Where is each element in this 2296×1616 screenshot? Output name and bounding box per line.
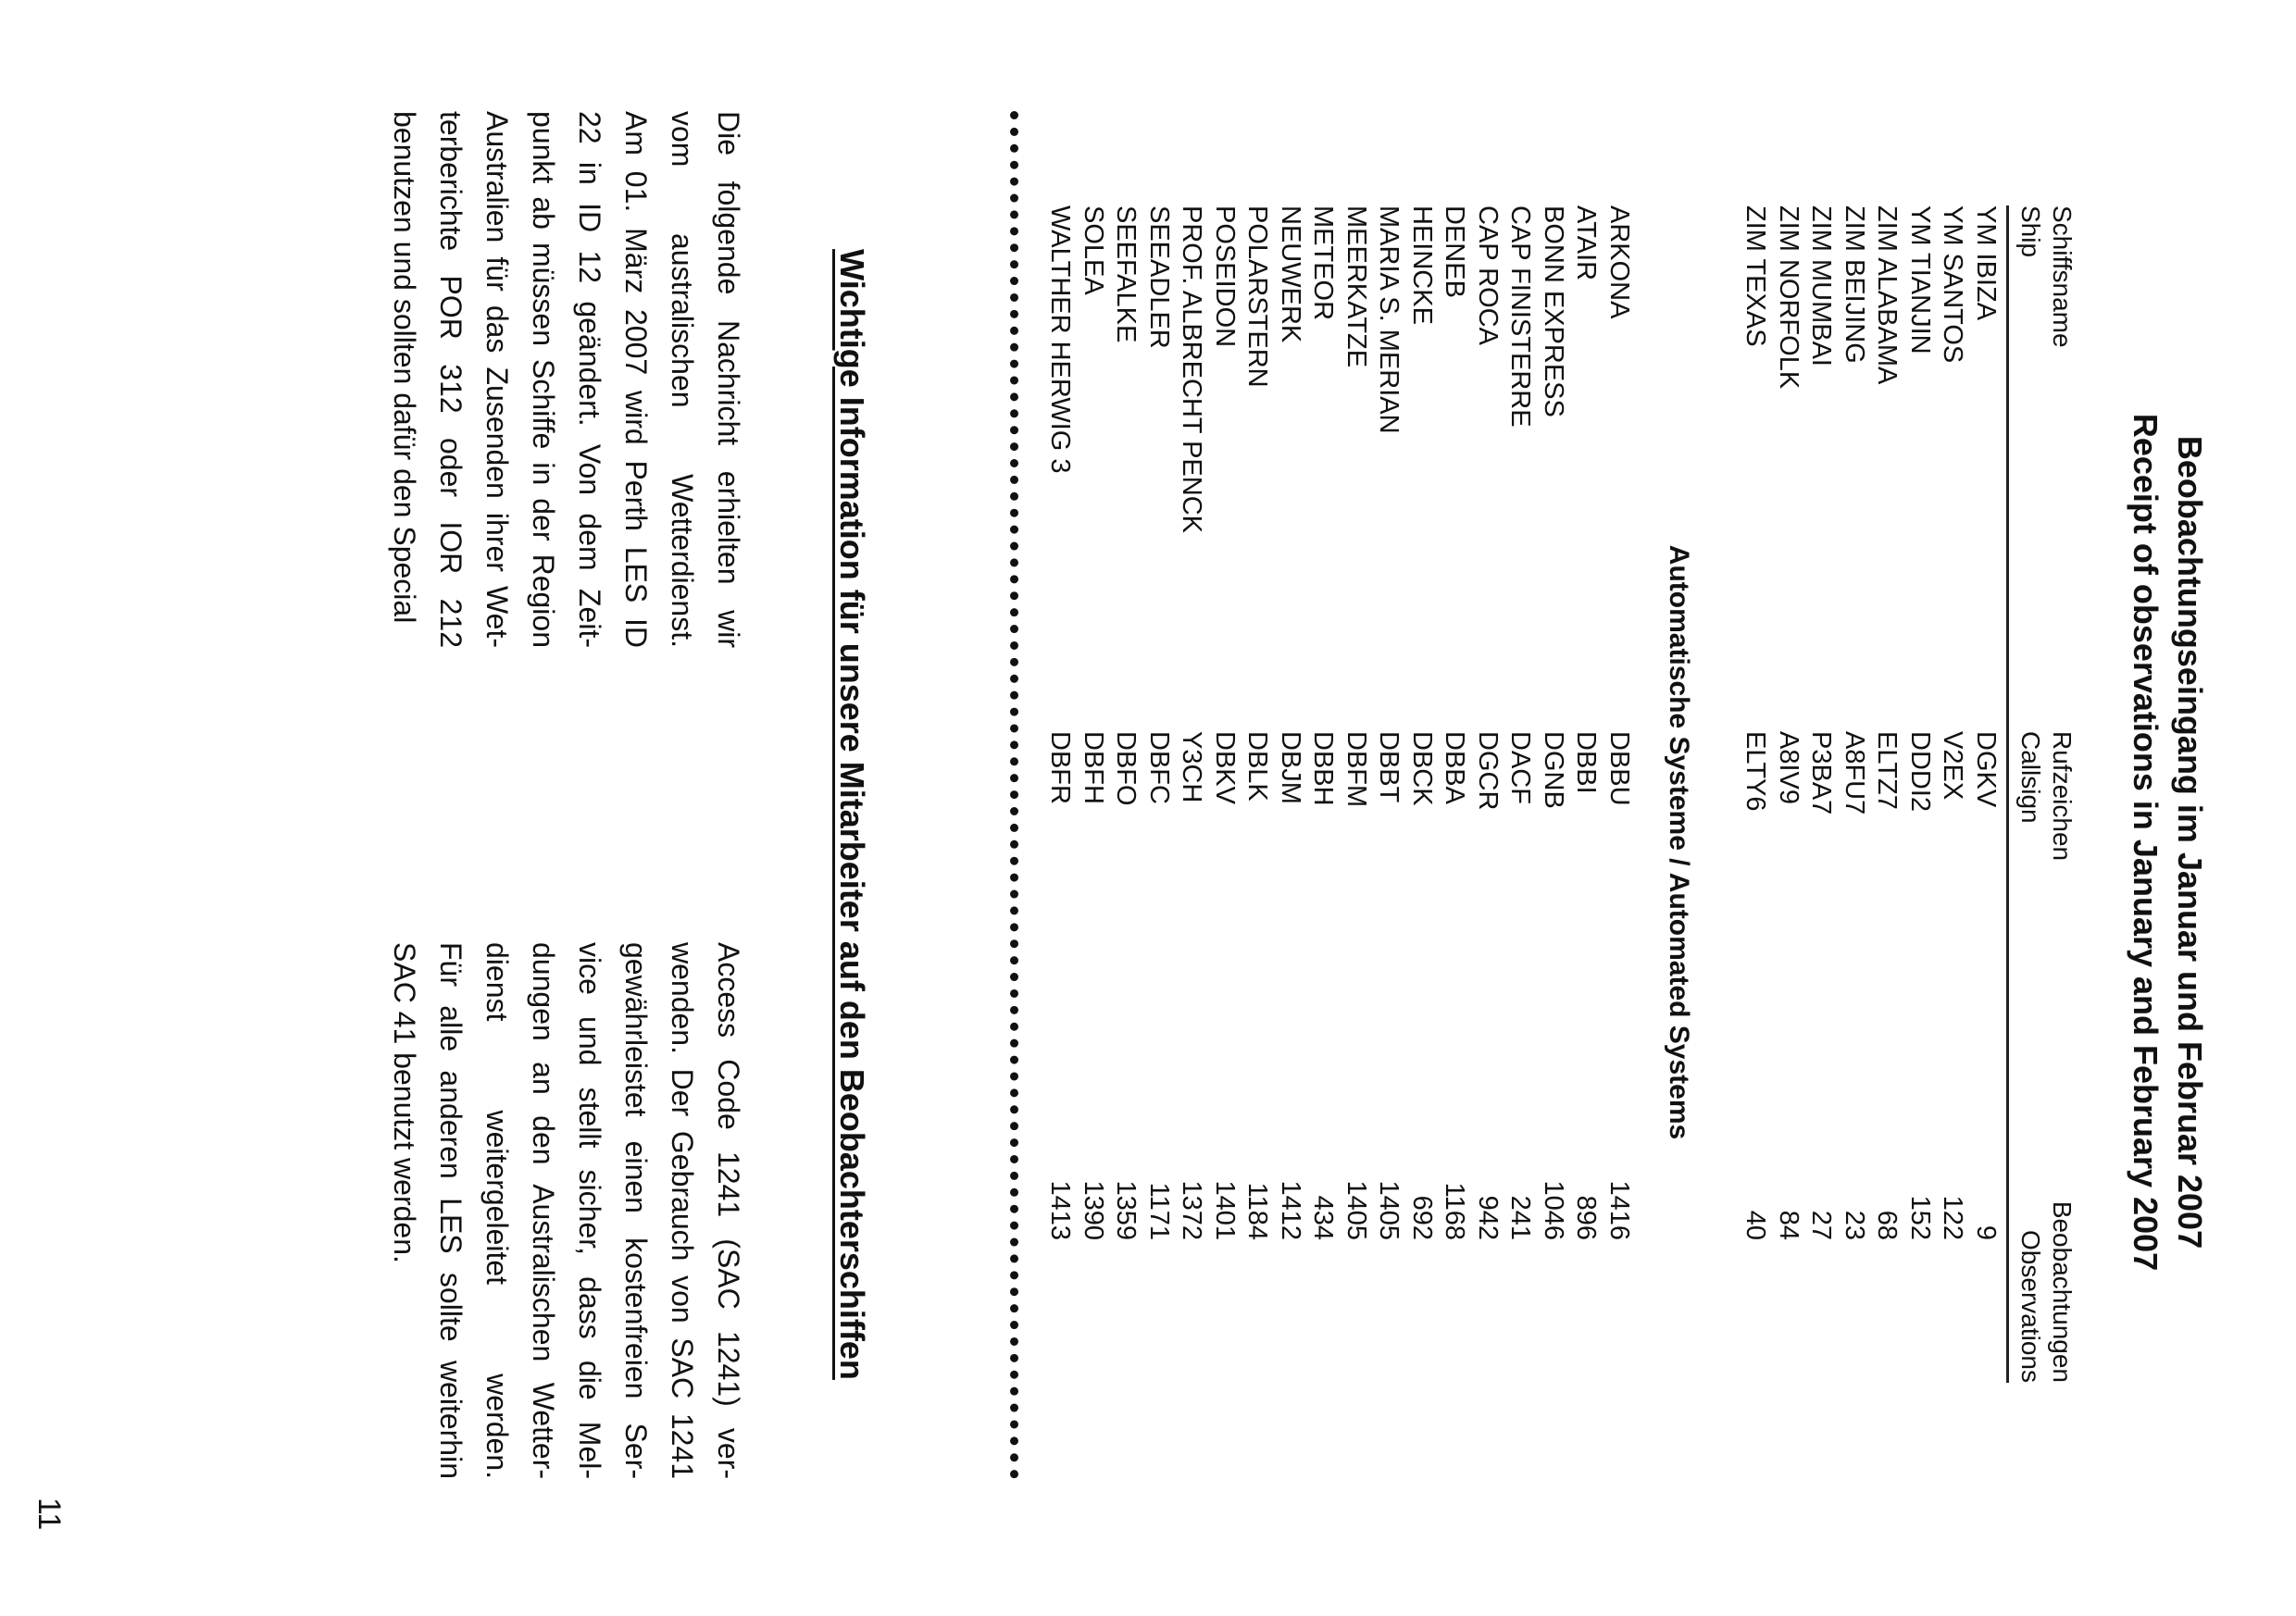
automated-callsign-list [1043,731,1635,810]
info-text-line: wenden. Der Gebrauch von SAC 1241 [666,942,699,1479]
automated-callsign-cell: DBBA [1440,731,1470,804]
info-text-left-column [381,111,752,648]
automated-obs-cell: 1401 [1210,1180,1240,1240]
automated-callsign-cell: DBFM [1341,731,1371,808]
automated-obs-cell: 1359 [1111,1180,1142,1240]
automated-obs-cell: 896 [1571,1195,1602,1240]
automated-name-cell: METEOR [1308,205,1339,321]
ship-obs-cell: 23 [1840,1210,1869,1240]
ship-callsign-cell: A8IV9 [1774,731,1803,804]
automated-obs-cell: 1390 [1079,1180,1108,1240]
observations-header-en: Observations [2016,1230,2045,1383]
automated-name-cell: SOLEA [1079,205,1108,295]
ship-obs-cell: 84 [1774,1210,1803,1240]
ship-callsign-cell: DDDI2 [1905,731,1935,813]
automated-name-list [1043,205,1635,533]
automated-callsign-cell: DBBH [1308,731,1339,806]
automated-callsign-cell: DGCR [1473,731,1503,811]
automated-obs-cell: 1046 [1539,1180,1568,1240]
ship-callsign-cell: A8FU7 [1840,731,1869,815]
automated-name-cell: MEERKATZE [1341,205,1371,368]
automated-callsign-cell: DBCK [1407,731,1437,806]
info-text-line: punkt ab müssen Schiffe in der Region [527,111,560,648]
automated-callsign-cell: DBBI [1571,731,1602,794]
observations-column-header [2015,1092,2078,1383]
automated-obs-cell: 1412 [1276,1180,1305,1240]
automated-name-cell: NEUWERK [1276,205,1305,343]
ship-name-list [1739,205,2002,389]
ship-name-cell: ZIM NORFOLK [1774,205,1803,390]
ship-callsign-list [1739,731,2002,814]
automated-name-cell: POLARSTERN [1242,205,1273,388]
observations-header-de: Beobachtungen [2048,1200,2077,1383]
automated-systems-title: Automatische Systeme / Automated Systems [1664,544,1694,1140]
ship-column-header [2015,205,2078,348]
ship-callsign-cell: ELTZ7 [1872,731,1903,810]
info-text-line: vice und stellt sicher, dass die Mel- [573,942,606,1479]
automated-callsign-cell: DBLK [1242,731,1273,802]
automated-name-cell: DENEB [1440,205,1470,298]
automated-obs-cell: 241 [1505,1195,1536,1240]
ship-callsign-cell: P3BA7 [1806,731,1837,815]
info-text-line: Access Code 1241 (SAC 1241) ver- [712,942,745,1479]
ship-obs-cell: 122 [1938,1195,1968,1240]
automated-callsign-cell: DBFH [1079,731,1108,804]
automated-obs-cell: 1405 [1374,1180,1404,1240]
ship-header-de: Schiffsname [2048,205,2077,348]
ship-name-cell: YM TIANJIN [1905,205,1935,354]
automated-obs-cell: 1184 [1242,1182,1273,1240]
automated-callsign-cell: DGNB [1539,731,1568,809]
ship-name-cell: ZIM BEIJING [1840,205,1869,364]
info-text-line: dungen an den Australischen Wetter- [527,942,560,1479]
automated-obs-cell: 434 [1308,1195,1339,1240]
info-text-line: SAC 41 benutzt werden. [388,942,421,1263]
info-text-line: 22 in ID 12 geändert. Von dem Zeit- [573,111,606,648]
automated-obs-cell: 1405 [1341,1180,1371,1240]
automated-obs-cell: 942 [1473,1195,1503,1240]
automated-obs-cell: 1416 [1604,1180,1634,1240]
info-text-line: Am 01. März 2007 wird Perth LES ID [619,111,653,648]
automated-callsign-cell: DBKV [1210,731,1240,804]
automated-callsign-cell: DACF [1505,731,1536,804]
ship-callsign-cell: V2EX [1938,731,1968,801]
ship-name-cell: YM SANTOS [1938,205,1968,364]
ship-name-cell: YM IBIZA [1971,205,2001,321]
info-text-line: vom australischen Wetterdienst. [666,111,699,648]
info-text-right-column [381,942,752,1479]
callsign-column-header [2015,731,2078,861]
ship-observation-list [1739,1092,2002,1240]
automated-name-cell: SEEADLER [1144,205,1174,349]
automated-name-cell: SEEFALKE [1111,205,1142,343]
info-text-line: dienst weitergeleitet werden. [480,942,514,1479]
automated-name-cell: WALTHER HERWIG 3 [1045,205,1076,474]
ship-obs-cell: 68 [1872,1210,1903,1240]
automated-callsign-cell: DBFO [1111,731,1142,806]
automated-obs-cell: 1372 [1177,1180,1207,1240]
page-title-en: Receipt of observations in January and February 2007 [2127,413,2165,1272]
callsign-header-en: Callsign [2016,731,2045,824]
automated-name-cell: PROF. ALBRECHT PENCK [1177,205,1207,534]
automated-callsign-cell: Y3CH [1177,731,1207,803]
ship-callsign-cell: ELTY6 [1741,731,1771,812]
info-text-line: benutzen und sollten dafür den Special [388,111,421,624]
automated-name-cell: BONN EXPRESS [1539,205,1568,417]
ship-name-cell: ZIM ALABAMA [1872,205,1903,385]
automated-name-cell: CAP ROCA [1473,205,1503,345]
ship-obs-cell: 27 [1806,1210,1837,1240]
automated-callsign-cell: DBFR [1045,731,1076,804]
automated-name-cell: POSEIDON [1210,205,1240,348]
automated-observation-list [1043,1092,1635,1240]
ship-header-en: Ship [2016,205,2045,258]
automated-name-cell: CAP FINISTERRE [1505,205,1536,428]
ship-callsign-cell: DGKV [1971,731,2001,808]
info-text-line: terberichte POR 312 oder IOR 212 [434,111,468,648]
info-text-line: gewährleistet einen kostenfreien Ser- [619,942,653,1479]
automated-obs-cell: 1413 [1045,1180,1076,1240]
header-rule [2006,205,2009,1383]
page-number: 11 [31,1498,67,1531]
ship-name-cell: ZIM TEXAS [1741,205,1771,347]
callsign-header-de: Rufzeichen [2048,731,2077,862]
info-title: Wichtige Information für unsere Mitarbeiter auf den Beobachterschiffen [833,249,871,1380]
info-text-line: Für alle anderen LES sollte weiterhin [434,942,468,1479]
automated-callsign-cell: DBJM [1276,731,1305,804]
automated-callsign-cell: DBBT [1374,731,1404,803]
automated-name-cell: ATAIR [1571,205,1602,281]
ship-obs-cell: 152 [1905,1195,1935,1240]
automated-obs-cell: 692 [1407,1195,1437,1240]
page-title-de: Beobachtungseingang im Januar und Februar 2007 [2171,435,2209,1249]
dotted-separator [1010,111,1018,1479]
automated-callsign-cell: DBBU [1604,731,1634,806]
automated-obs-cell: 1171 [1144,1182,1174,1240]
info-text-line: Die folgende Nachricht erhielten wir [712,111,745,648]
ship-obs-cell: 40 [1741,1210,1771,1240]
ship-name-cell: ZIM MUMBAI [1806,205,1837,367]
automated-name-cell: MARIA S. MERIAN [1374,205,1404,434]
ship-obs-cell: 9 [1971,1224,2001,1240]
automated-obs-cell: 1168 [1440,1182,1470,1240]
automated-name-cell: ARKONA [1604,205,1634,319]
automated-name-cell: HEINCKE [1407,205,1437,325]
automated-callsign-cell: DBFC [1144,731,1174,804]
info-text-line: Australien für das Zusenden ihrer Wet- [480,111,514,648]
